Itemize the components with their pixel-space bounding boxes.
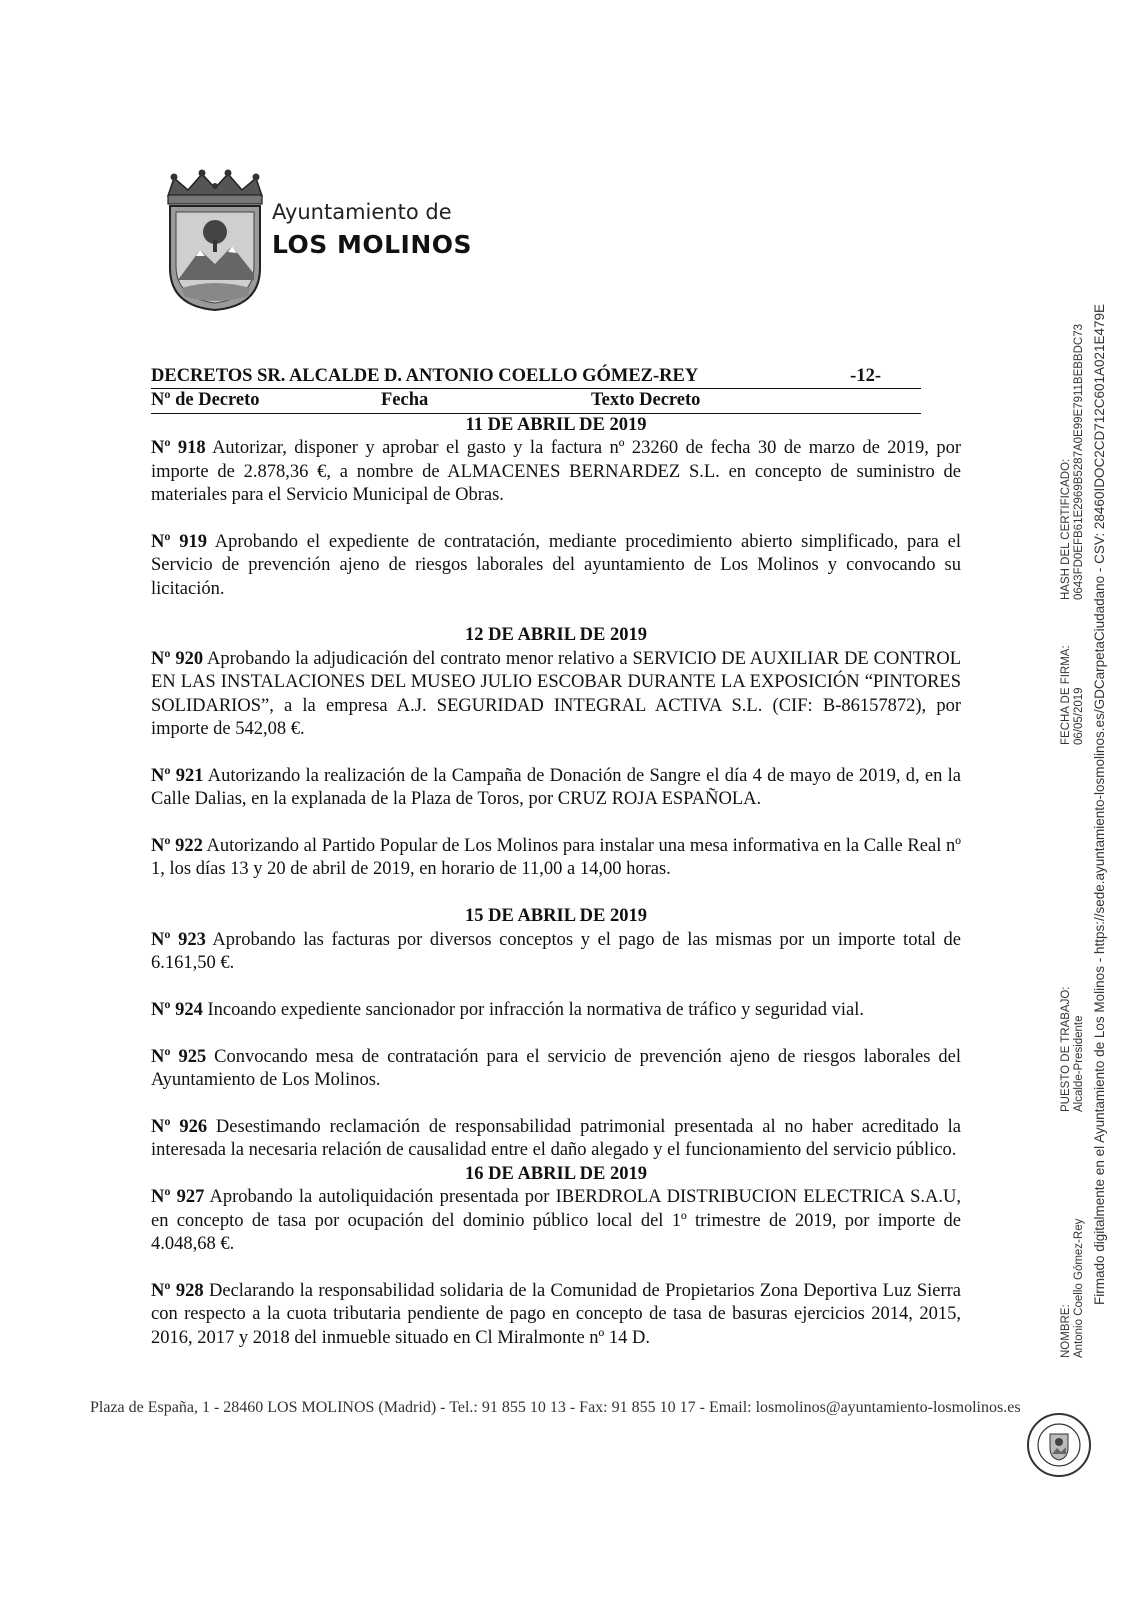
decree-entry <box>151 1280 961 1350</box>
col-header-fecha: Fecha <box>381 390 429 411</box>
signer-name-block <box>1060 1219 1086 1358</box>
decree-entry <box>151 929 961 976</box>
decree-number: Nº 926 <box>151 1116 208 1137</box>
decree-text: Convocando mesa de contratación para el servicio de prevención ajeno de riesgos laborales del Ayuntamiento de Los Molinos. <box>151 1046 961 1091</box>
decree-number: Nº 923 <box>151 929 206 950</box>
decree-text: Aprobando la adjudicación del contrato menor relativo a SERVICIO DE AUXILIAR DE CONTROL EN LAS INSTALACIONES DEL MUSEO JULIO ESCOBAR DURANTE LA EXPOSICIÓN “PINTORES SOLIDARIOS”, a la empresa A.J. SEGURIDAD INTEGRAL ACTIVA S.L. (CIF: B-86157872), por importe de 542,08 €. <box>151 648 961 740</box>
signer-position-value: Alcalde-Presidente <box>1073 1015 1085 1112</box>
signature-date-label: FECHA DE FIRMA: <box>1060 645 1072 745</box>
decree-text: Autorizar, disponer y aprobar el gasto y la factura nº 23260 de fecha 30 de marzo de 2019, por importe de 2.878,36 €, a nombre de ALMACENES BERNARDEZ S.L. en concepto de suministro de materiales para el Servicio Municipal de Obras. <box>151 438 961 506</box>
certificate-hash-value: 0643FD0EFB61E2969B5287A0E99E7911BEBBDC73 <box>1073 324 1085 600</box>
decree-text: Aprobando el expediente de contratación, mediante procedimiento abierto simplificado, para el Servicio de prevención ajeno de riesgos laborales del ayuntamiento de Los Molinos y convocando su licitación. <box>151 531 962 599</box>
decree-text: Declarando la responsabilidad solidaria de la Comunidad de Propietarios Zona Deportiva Luz Sierra con respecto a la cuota tributaria pendiente de pago en concepto de tasa de basuras ejercicios 2014, 2015, 2016, 2017 y 2018 del inmueble situado en Cl Miralmonte nº 14 D. <box>151 1280 961 1348</box>
document-body <box>151 365 961 1350</box>
decree-number: Nº 928 <box>151 1280 204 1301</box>
digital-signature-seal-icon <box>1026 1412 1092 1478</box>
decree-entry <box>151 1046 961 1093</box>
decree-text: Autorizando la realización de la Campaña de Donación de Sangre el día 4 de mayo de 2019, d, en la Calle Dalias, en la explanada de la Plaza de Toros, por CRUZ ROJA ESPAÑOLA. <box>151 765 962 810</box>
decree-entry <box>151 999 961 1022</box>
decree-entry <box>151 437 961 507</box>
decree-text: Aprobando las facturas por diversos conceptos y el pago de las mismas por un importe total de 6.161,50 €. <box>151 929 962 974</box>
date-heading: 15 DE ABRIL DE 2019 <box>465 906 647 927</box>
decree-entry <box>151 648 961 742</box>
document-title: DECRETOS SR. ALCALDE D. ANTONIO COELLO GÓMEZ-REY <box>151 366 699 386</box>
decree-number: Nº 922 <box>151 836 203 857</box>
decree-text: Desestimando reclamación de responsabilidad patrimonial presentada al no haber acreditado la interesada la necesaria relación de causalidad entre el daño alegado y el funcionamiento del servicio público. <box>151 1116 961 1161</box>
decree-number: Nº 921 <box>151 765 204 786</box>
decree-number: Nº 927 <box>151 1187 205 1208</box>
decree-entry <box>151 1186 961 1256</box>
page-number: -12- <box>850 366 881 386</box>
decree-number: Nº 919 <box>151 531 207 552</box>
certificate-hash-label: HASH DEL CERTIFICADO: <box>1060 458 1072 600</box>
decree-entry <box>151 765 961 812</box>
coat-of-arms-logo <box>160 168 270 313</box>
signer-position-label: PUESTO DE TRABAJO: <box>1060 986 1072 1112</box>
org-name-big: LOS MOLINOS <box>272 230 473 259</box>
decree-entry <box>151 531 961 601</box>
decree-entry <box>151 835 961 882</box>
document-title-row <box>151 365 921 389</box>
date-heading: 12 DE ABRIL DE 2019 <box>465 625 647 646</box>
decree-entry <box>151 1116 961 1163</box>
decree-number: Nº 920 <box>151 648 204 669</box>
digital-signature-note: Firmado digitalmente en el Ayuntamiento de Los Molinos - https://sede.ayuntamiento-losmolinos.es/GDCarpetaCiudadano - CSV: 28460IDOC2CD712C601A021E479E <box>1092 303 1107 1305</box>
decree-number: Nº 918 <box>151 438 206 459</box>
decree-text: Incoando expediente sancionador por infracción la normativa de tráfico y seguridad vial. <box>202 999 864 1020</box>
footer-address: Plaza de España, 1 - 28460 LOS MOLINOS (Madrid) - Tel.: 91 855 10 13 - Fax: 91 855 10 17 - Email: losmolinos@ayuntamiento-losmolinos.es <box>90 1399 1021 1416</box>
date-heading: 16 DE ABRIL DE 2019 <box>465 1163 647 1184</box>
org-name-small: Ayuntamiento de <box>272 200 452 224</box>
signer-name-label: NOMBRE: <box>1060 1304 1072 1358</box>
signature-date-value: 06/05/2019 <box>1073 687 1085 745</box>
certificate-hash-block <box>1060 324 1086 600</box>
col-header-decreto: Nº de Decreto <box>151 390 260 411</box>
date-heading: 11 DE ABRIL DE 2019 <box>465 414 647 435</box>
signer-name-value: Antonio Coello Gómez-Rey <box>1073 1218 1085 1358</box>
decree-number: Nº 925 <box>151 1046 207 1067</box>
signature-date-block <box>1060 645 1086 745</box>
decree-number: Nº 924 <box>151 999 203 1020</box>
decree-text: Autorizando al Partido Popular de Los Molinos para instalar una mesa informativa en la Calle Real nº 1, los días 13 y 20 de abril de 2019, en horario de 11,00 a 14,00 horas. <box>151 836 961 880</box>
column-headers <box>151 389 921 413</box>
col-header-texto: Texto Decreto <box>591 390 701 411</box>
signer-position-block <box>1060 987 1086 1112</box>
decree-text: Aprobando la autoliquidación presentada por IBERDROLA DISTRIBUCION ELECTRICA S.A.U, en concepto de tasa por ocupación del dominio público local del 1º trimestre de 2019, por importe de 4.048,68 €. <box>151 1187 961 1254</box>
